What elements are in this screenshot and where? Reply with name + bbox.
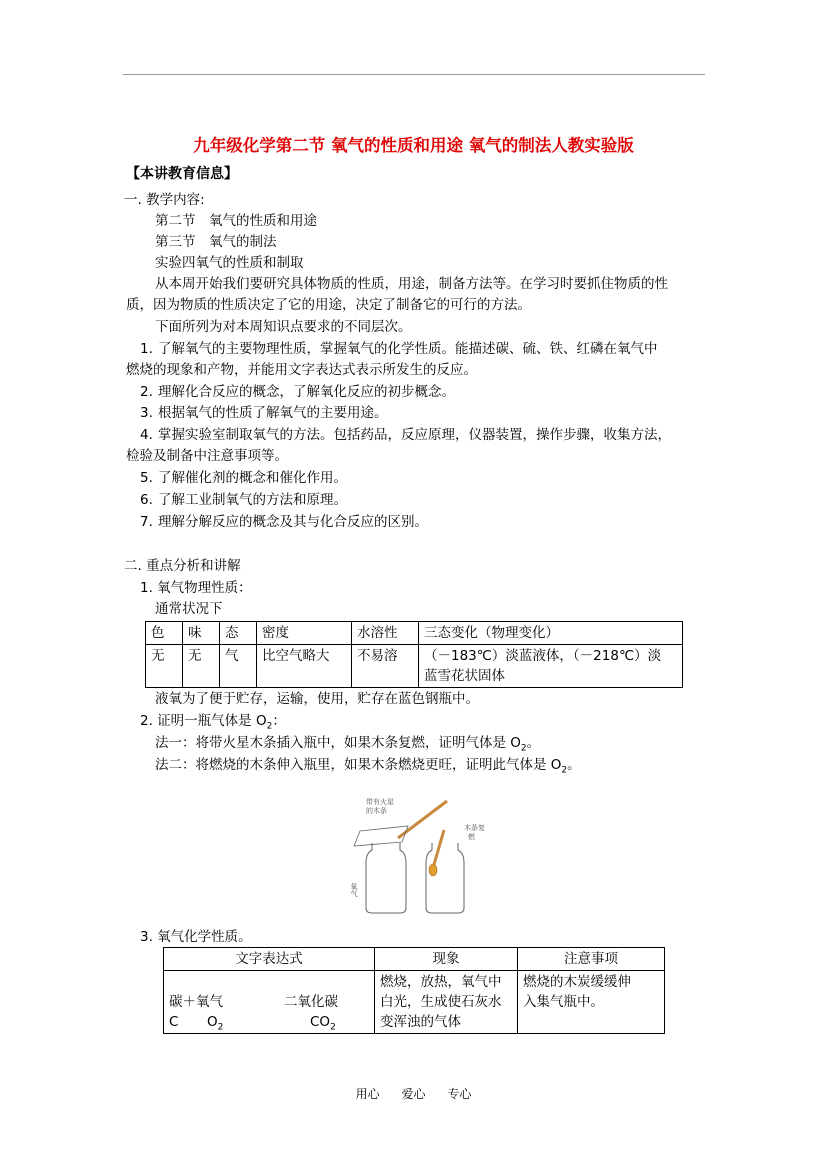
bottle-icon [366,843,406,913]
subscript: 2 [330,1022,336,1033]
point-text: 根据氧气的性质了解氧气的主要用途。 [158,405,388,421]
subscript: 2 [217,1022,224,1033]
table-header-cell: 现象 [375,948,518,971]
point-number: 6. [140,492,153,508]
subsection-text: 通常状况下 [155,601,223,617]
subsection-title: 3. 氧气化学性质。 [140,929,252,945]
header-rule [123,74,705,75]
reactants: 碳＋氧气 [169,994,223,1010]
figure-label: 的木条 [366,807,387,815]
formula-carbon: C [169,1014,179,1030]
subscript: 2 [520,743,527,754]
point-text: 了解氧气的主要物理性质，掌握氧气的化学性质。能描述碳、硫、铁、红磷在氧气中 [158,341,658,357]
notes-cell [518,971,665,1034]
point-number: 7. [140,514,153,530]
table-row [164,971,665,1034]
point-number: 2. [140,384,153,400]
table-cell: 无 [146,645,183,688]
point-text: 掌握实验室制取氧气的方法。包括药品，反应原理，仪器装置，操作步骤，收集方法， [158,427,671,443]
word-equation [169,992,369,1012]
intro-text: 质，因为物质的性质决定了它的用途，决定了制备它的可行的方法。 [126,297,531,313]
formula-oxygen [207,1012,223,1038]
figure-label: 燃 [468,833,475,841]
footer-text: 专心 [447,1087,472,1101]
page-footer [0,1085,827,1102]
table-cell: 无 [183,645,220,688]
method-one [155,734,540,758]
table-row [146,645,683,688]
table-header-cell: 三态变化（物理变化） [419,622,683,645]
splint-icon [433,830,444,868]
subscript: 2 [266,721,273,732]
table-cell: 气 [220,645,257,688]
content-item: 第三节 氧气的制法 [155,234,277,250]
subsection-title: 1. 氧气物理性质： [140,580,252,596]
notes-text: 入集气瓶中。 [523,994,604,1010]
subsection-title-end: ： [272,713,286,729]
point-number: 1. [140,341,153,357]
table-header-row [164,948,665,971]
point-number: 3. [140,405,153,421]
formula-equation [169,1012,369,1032]
physical-properties-table [145,621,683,688]
formula-co2-text: CO [310,1014,331,1030]
table-cell [419,645,683,688]
table-header-cell: 味 [183,622,220,645]
point-number: 4. [140,427,153,443]
method-two-end: 。 [567,757,581,773]
point-text: 检验及制备中注意事项等。 [126,448,288,464]
formula-co2 [310,1012,336,1038]
part1-heading: 一. 教学内容: [124,192,205,208]
product: 二氧化碳 [284,994,338,1010]
chemical-properties-table [163,947,665,1034]
method-two [155,756,581,780]
subsection-title-text: 2. 证明一瓶气体是 O [140,713,267,729]
subscript: 2 [561,765,568,776]
phenomenon-cell [375,971,518,1034]
oxygen-test-figure [340,788,490,918]
table-header-cell: 色 [146,622,183,645]
content-item: 实验四氧气的性质和制取 [155,255,304,271]
expression-cell [164,971,375,1034]
phenomenon-text: 白光，生成使石灰水 [380,994,502,1010]
table-header-cell: 水溶性 [352,622,419,645]
content-item: 第二节 氧气的性质和用途 [155,213,317,229]
notes-text: 燃烧的木炭缓缓伸 [523,974,631,990]
table-cell: 不易溶 [352,645,419,688]
table-cell: 比空气略大 [257,645,352,688]
footer-text: 爱心 [401,1087,426,1101]
table-header-cell: 注意事项 [518,948,665,971]
point-text: 了解催化剂的概念和催化作用。 [158,470,347,486]
footer-text: 用心 [355,1087,380,1101]
table-header-cell: 态 [220,622,257,645]
part2-heading: 二. 重点分析和讲解 [124,558,241,574]
subsection-text: 液氧为了便于贮存，运输，使用，贮存在蓝色钢瓶中。 [155,691,479,707]
intro-text: 从本周开始我们要研究具体物质的性质，用途，制备方法等。在学习时要抓住物质的性 [155,276,668,292]
table-header-row [146,622,683,645]
figure-label: 木条复 [464,824,485,832]
method-one-end: 。 [526,735,541,751]
state-change-text: （－183℃）淡蓝液体，（－218℃）淡 [424,648,662,664]
page-title: 九年级化学第二节 氧气的性质和用途 氧气的制法人教实验版 [193,136,634,155]
figure-label: 带有火星 [366,798,394,806]
formula-oxygen-text: O [207,1014,218,1030]
point-text: 理解分解反应的概念及其与化合反应的区别。 [158,514,428,530]
point-text: 理解化合反应的概念，了解氧化反应的初步概念。 [158,384,455,400]
flame-icon [429,864,437,876]
section-header: 【本讲教育信息】 [126,166,238,182]
subsection-title [140,712,286,736]
table-header-cell: 密度 [257,622,352,645]
point-number: 5. [140,470,153,486]
phenomenon-text: 燃烧，放热，氧气中 [380,974,502,990]
phenomenon-text: 变浑浊的气体 [380,1014,461,1030]
bottle-icon [426,843,464,913]
method-one-text: 法一：将带火星木条插入瓶中，如果木条复燃，证明气体是 O [155,735,521,751]
table-header-cell: 文字表达式 [164,948,375,971]
point-text: 了解工业制氧气的方法和原理。 [158,492,347,508]
state-change-text: 蓝雪花状固体 [424,668,505,684]
point-text: 燃烧的现象和产物，并能用文字表达式表示所发生的反应。 [126,362,477,378]
intro-text: 下面所列为对本周知识点要求的不同层次。 [155,319,412,335]
method-two-text: 法二：将燃烧的木条伸入瓶里，如果木条燃烧更旺，证明此气体是 O [155,757,562,773]
figure-label: 氧气 [350,883,358,897]
